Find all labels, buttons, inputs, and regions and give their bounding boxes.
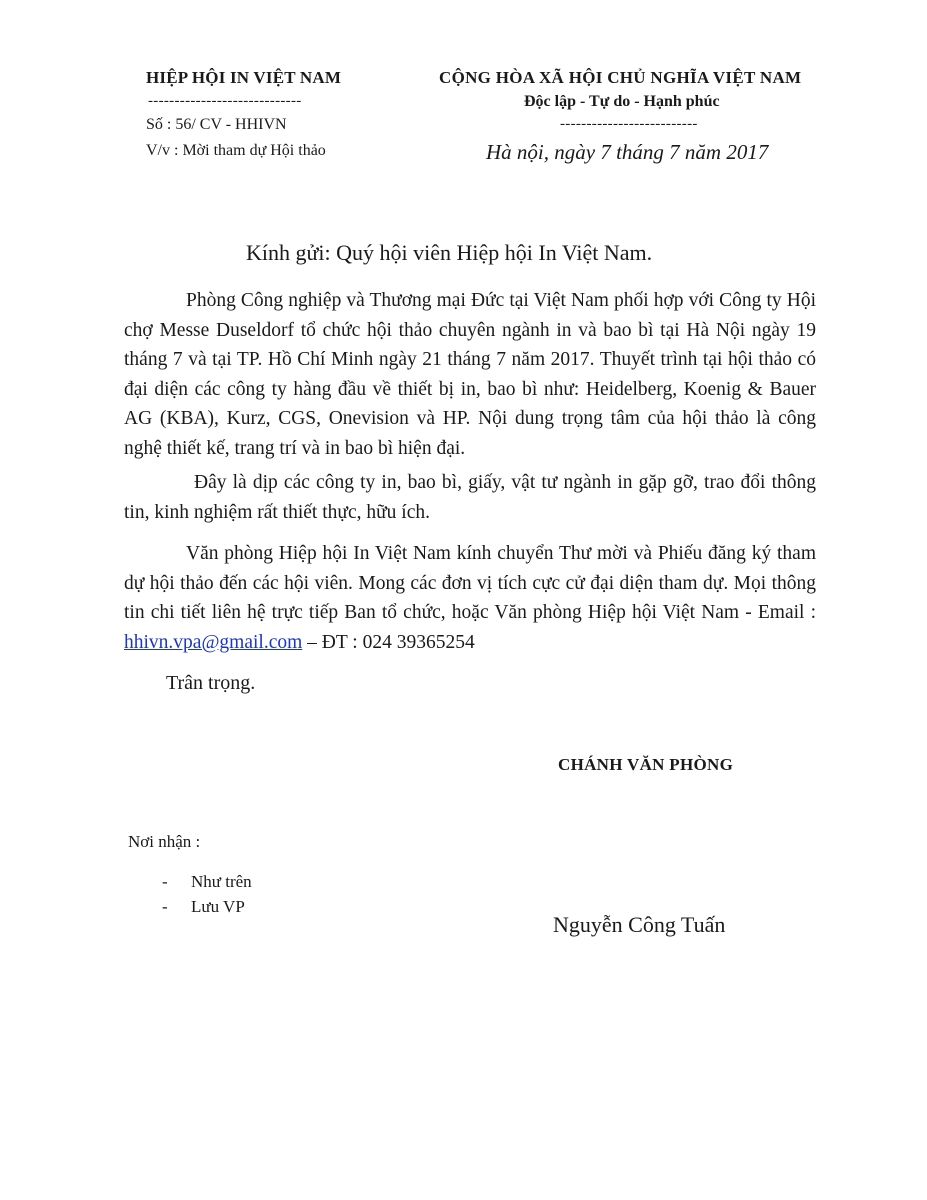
organization-name: HIỆP HỘI IN VIỆT NAM — [146, 68, 342, 87]
signer-name: Nguyễn Công Tuấn — [553, 912, 726, 937]
nation-title: CỘNG HÒA XÃ HỘI CHỦ NGHĨA VIỆT NAM — [439, 68, 802, 87]
list-dash: - — [162, 897, 168, 916]
recipients-label: Nơi nhận : — [128, 832, 201, 851]
list-dash: - — [162, 872, 168, 891]
document-subject: V/v : Mời tham dự Hội thảo — [146, 142, 326, 159]
nation-separator: -------------------------- — [560, 116, 698, 132]
recipient-item — [162, 897, 245, 917]
paragraph-3-text: Văn phòng Hiệp hội In Việt Nam kính chuyển Thư mời và Phiếu đăng ký tham dự hội thảo đến các hội viên. Mong các đơn vị tích cực cử đại diện tham dự. Mọi thông tin chi tiết liên hệ trực tiếp Ban tổ chức, hoặc Văn phòng Hiệp hội Việt Nam - Email : — [124, 543, 816, 624]
email-link[interactable]: hhivn.vpa@gmail.com — [124, 631, 303, 653]
recipient-label: Như trên — [191, 872, 252, 891]
body-paragraph-1: Phòng Công nghiệp và Thương mại Đức tại Việt Nam phối hợp với Công ty Hội chợ Messe Duseldorf tổ chức hội thảo chuyên ngành in và bao bì tại Hà Nội ngày 19 tháng 7 và tại TP. Hồ Chí Minh ngày 21 tháng 7 năm 2017. Thuyết trình tại hội thảo có đại diện các công ty hàng đầu về thiết bị in, bao bì như: Heidelberg, Koenig & Bauer AG (KBA), Kurz, CGS, Onevision và HP. Nội dung trọng tâm của hội thảo là công nghệ thiết kế, trang trí và in bao bì hiện đại. — [124, 290, 816, 459]
closing-remark: Trân trọng. — [166, 672, 256, 694]
signer-title: CHÁNH VĂN PHÒNG — [558, 755, 734, 774]
document-number: Số : 56/ CV - HHIVN — [146, 116, 287, 133]
phone-text: – ĐT : 024 39365254 — [302, 631, 475, 653]
salutation: Kính gửi: Quý hội viên Hiệp hội In Việt Nam. — [246, 240, 653, 265]
organization-separator: ----------------------------- — [148, 93, 302, 109]
national-motto: Độc lập - Tự do - Hạnh phúc — [524, 93, 720, 110]
body-paragraph-3 — [124, 539, 816, 657]
body-paragraph-2: Đây là dịp các công ty in, bao bì, giấy, vật tư ngành in gặp gỡ, trao đổi thông tin, kinh nghiệm rất thiết thực, hữu ích. — [124, 472, 816, 523]
recipient-item — [162, 872, 252, 892]
recipient-label: Lưu VP — [191, 897, 245, 916]
place-and-date: Hà nội, ngày 7 tháng 7 năm 2017 — [486, 140, 769, 164]
